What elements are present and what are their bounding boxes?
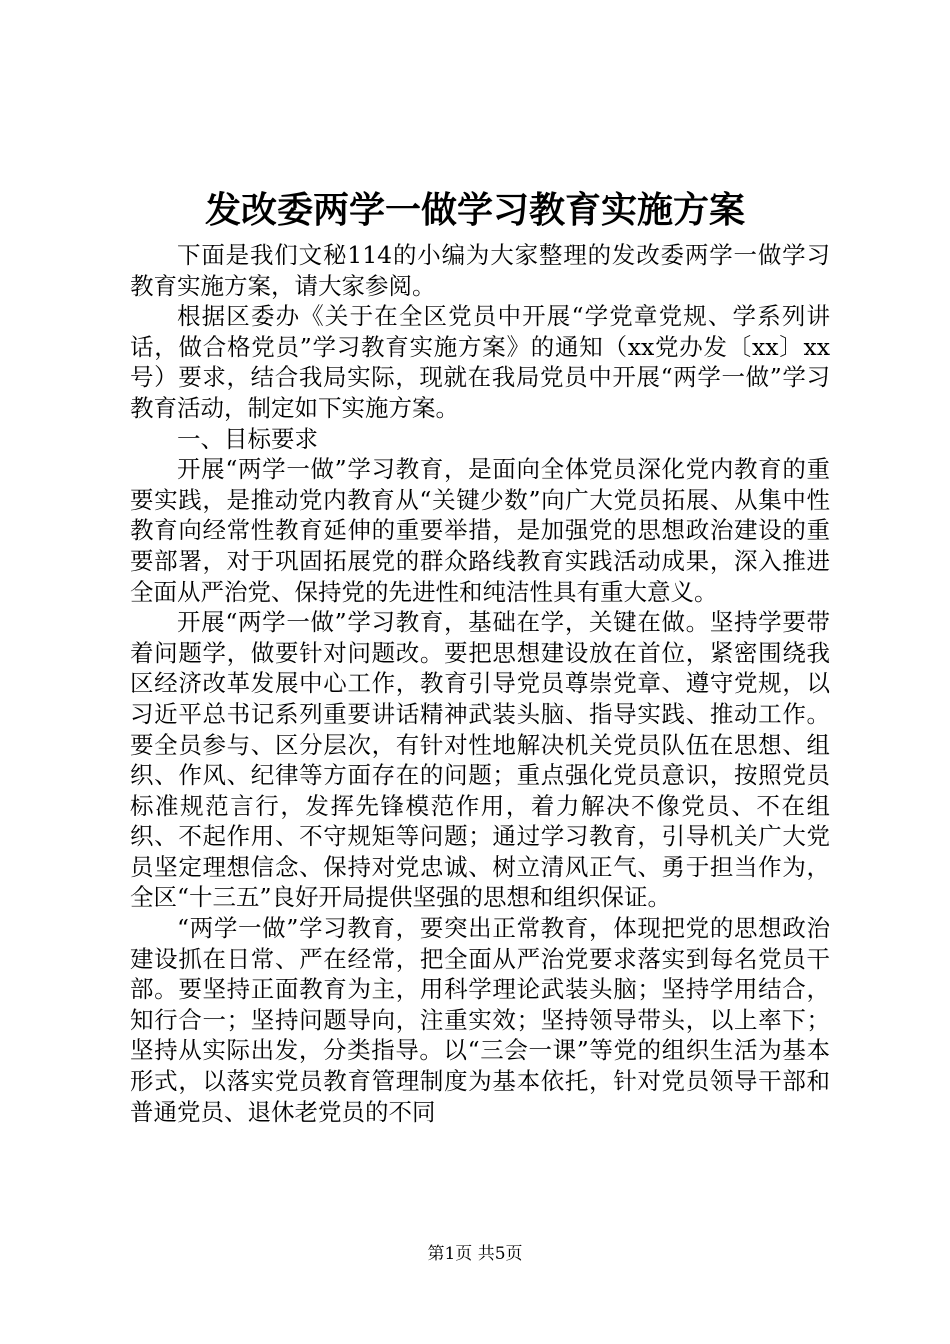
goals-paragraph-3: “两学一做”学习教育，要突出正常教育，体现把党的思想政治建设抓在日常、严在经常，把全面从严治党要求落实到每名党员干部。要坚持正面教育为主，用科学理论武装头脑；坚持学用结合，知行合一；坚持问题导向，注重实效；坚持领导带头，以上率下；坚持从实际出发，分类指导。以“三会一课”等党的组织生活为基本形式，以落实党员教育管理制度为基本依托，针对党员领导干部和普通党员、退休老党员的不同 — [130, 914, 830, 1126]
goals-paragraph-2: 开展“两学一做”学习教育，基础在学，关键在做。坚持学要带着问题学，做要针对问题改。要把思想建设放在首位，紧密围绕我区经济改革发展中心工作，教育引导党员尊崇党章、遵守党规，以习近平总书记系列重要讲话精神武装头脑、指导实践、推动工作。要全员参与、区分层次，有针对性地解决机关党员队伍在思想、组织、作风、纪律等方面存在的问题；重点强化党员意识，按照党员标准规范言行，发挥先锋模范作用，着力解决不像党员、不在组织、不起作用、不守规矩等问题；通过学习教育，引导机关广大党员坚定理想信念、保持对党忠诚、树立清风正气、勇于担当作为，全区“十三五”良好开局提供坚强的思想和组织保证。 — [130, 608, 830, 912]
document-body — [130, 240, 830, 1127]
section-heading-goals: 一、目标要求 — [177, 424, 318, 453]
intro-paragraph: 下面是我们文秘114的小编为大家整理的发改委两学一做学习教育实施方案，请大家参阅。 — [130, 241, 830, 300]
document-title: 发改委两学一做学习教育实施方案 — [204, 189, 745, 231]
goals-paragraph-1: 开展“两学一做”学习教育，是面向全体党员深化党内教育的重要实践，是推动党内教育从“关键少数”向广大党员拓展、从集中性教育向经常性教育延伸的重要举措，是加强党的思想政治建设的重要部署，对于巩固拓展党的群众路线教育实践活动成果，深入推进全面从严治党、保持党的先进性和纯洁性具有重大意义。 — [130, 455, 830, 606]
page-footer: 第1页 共5页 — [427, 1244, 523, 1264]
basis-paragraph: 根据区委办《关于在全区党员中开展“学党章党规、学系列讲话，做合格党员”学习教育实施方案》的通知（xx党办发〔xx〕xx号）要求，结合我局实际，现就在我局党员中开展“两学一做”学习教育活动，制定如下实施方案。 — [130, 302, 830, 422]
